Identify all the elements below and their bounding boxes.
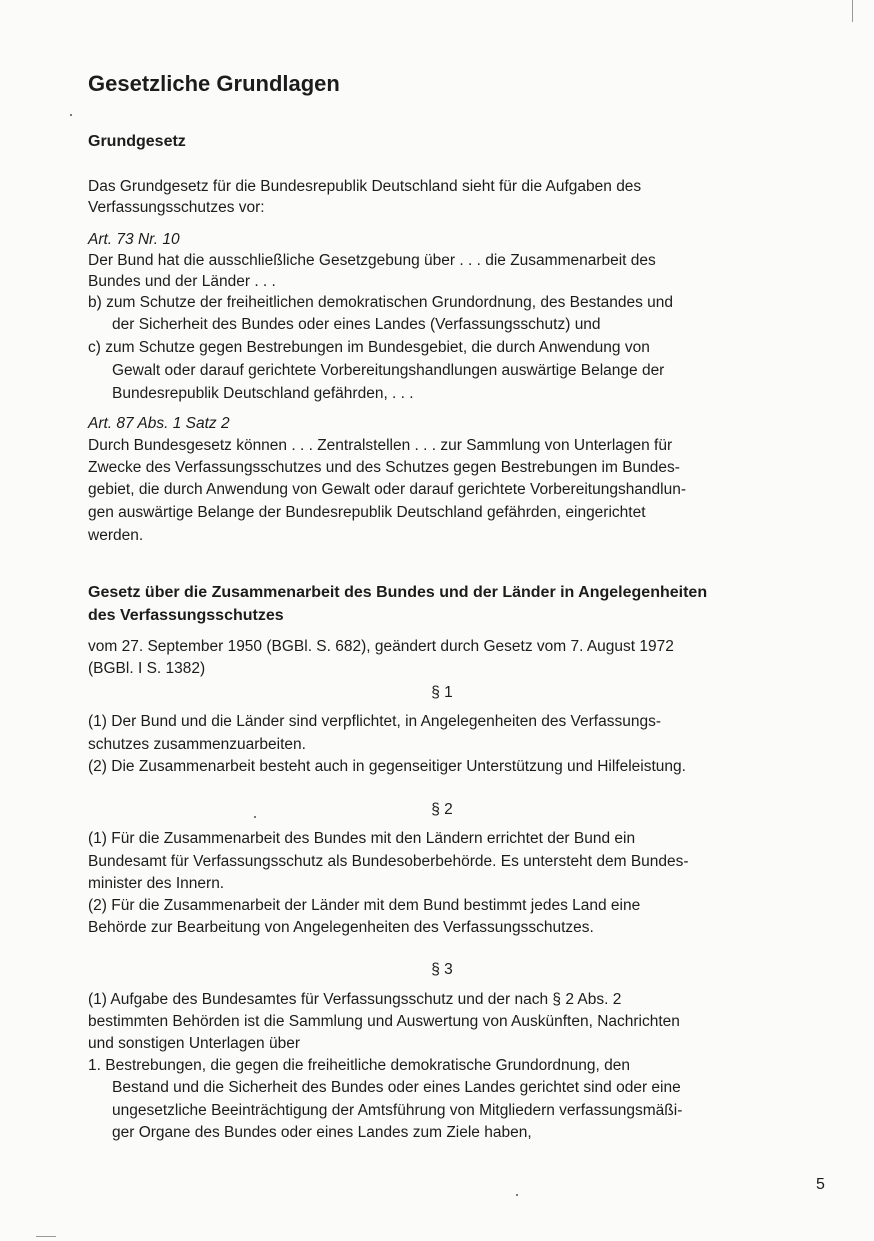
- paragraph-text-line: schutzes zusammenzuarbeiten.: [88, 736, 306, 753]
- article-text-line: gen auswärtige Belange der Bundesrepublik Deutschland gefährden, eingerichtet: [88, 504, 646, 521]
- page-number: 5: [816, 1176, 825, 1193]
- list-item-1-continuation: ungesetzliche Beeinträchtigung der Amtsführung von Mitgliedern verfassungsmäßi-: [112, 1102, 683, 1119]
- intro-line: Das Grundgesetz für die Bundesrepublik Deutschland sieht für die Aufgaben des: [88, 178, 642, 195]
- paragraph-number: § 3: [431, 961, 453, 978]
- paragraph-text-line: Behörde zur Bearbeitung von Angelegenheiten des Verfassungsschutzes.: [88, 919, 594, 936]
- article-reference: Art. 87 Abs. 1 Satz 2: [88, 415, 230, 432]
- list-item-1: 1. Bestrebungen, die gegen die freiheitliche demokratische Grundordnung, den: [88, 1057, 631, 1074]
- section-heading-gesetz: des Verfassungsschutzes: [88, 607, 284, 624]
- article-text-line: Zwecke des Verfassungsschutzes und des Schutzes gegen Bestrebungen im Bundes-: [88, 459, 680, 476]
- scan-speck: [516, 1194, 518, 1196]
- list-item-b: b) zum Schutze der freiheitlichen demokratischen Grundordnung, des Bestandes und: [88, 294, 674, 311]
- law-date-line: (BGBl. I S. 1382): [88, 660, 206, 677]
- scan-speck: [254, 816, 256, 818]
- list-item-c-continuation: Bundesrepublik Deutschland gefährden, . . .: [112, 385, 414, 402]
- paragraph-text-line: und sonstigen Unterlagen über: [88, 1035, 300, 1052]
- paragraph-text-line: bestimmten Behörden ist die Sammlung und Auswertung von Auskünften, Nachrichten: [88, 1013, 680, 1030]
- paragraph-text-line: Bundesamt für Verfassungsschutz als Bundesoberbehörde. Es untersteht dem Bundes-: [88, 853, 689, 870]
- scan-speck: [70, 114, 72, 116]
- page-title: Gesetzliche Grundlagen: [88, 71, 340, 96]
- paragraph-text-line: (2) Für die Zusammenarbeit der Länder mit dem Bund bestimmt jedes Land eine: [88, 897, 641, 914]
- scan-mark: [852, 0, 853, 22]
- list-item-1-continuation: ger Organe des Bundes oder eines Landes zum Ziele haben,: [112, 1124, 532, 1141]
- paragraph-text-line: minister des Innern.: [88, 875, 225, 892]
- article-text-line: Bundes und der Länder . . .: [88, 273, 276, 290]
- law-date-line: vom 27. September 1950 (BGBl. S. 682), geändert durch Gesetz vom 7. August 1972: [88, 638, 674, 655]
- article-text-line: gebiet, die durch Anwendung von Gewalt oder darauf gerichtete Vorbereitungshandlun-: [88, 481, 687, 498]
- list-item-b-continuation: der Sicherheit des Bundes oder eines Landes (Verfassungsschutz) und: [112, 316, 601, 333]
- section-heading-gesetz: Gesetz über die Zusammenarbeit des Bundes und der Länder in Angelegenheiten: [88, 584, 708, 601]
- paragraph-text-line: (1) Aufgabe des Bundesamtes für Verfassungsschutz und der nach § 2 Abs. 2: [88, 991, 622, 1008]
- list-item-1-continuation: Bestand und die Sicherheit des Bundes oder eines Landes gerichtet sind oder eine: [112, 1079, 681, 1096]
- section-heading-grundgesetz: Grundgesetz: [88, 133, 186, 150]
- paragraph-text-line: (1) Für die Zusammenarbeit des Bundes mit den Ländern errichtet der Bund ein: [88, 830, 636, 847]
- article-reference: Art. 73 Nr. 10: [88, 231, 180, 248]
- paragraph-number: § 2: [431, 801, 453, 818]
- list-item-c-continuation: Gewalt oder darauf gerichtete Vorbereitungshandlungen auswärtige Belange der: [112, 362, 665, 379]
- scan-mark: [36, 1236, 56, 1237]
- article-text-line: werden.: [88, 527, 144, 544]
- article-text-line: Der Bund hat die ausschließliche Gesetzgebung über . . . die Zusammenarbeit des: [88, 252, 656, 269]
- paragraph-text-line: (2) Die Zusammenarbeit besteht auch in gegenseitiger Unterstützung und Hilfeleistung.: [88, 758, 686, 775]
- article-text-line: Durch Bundesgesetz können . . . Zentralstellen . . . zur Sammlung von Unterlagen für: [88, 437, 673, 454]
- paragraph-text-line: (1) Der Bund und die Länder sind verpflichtet, in Angelegenheiten des Verfassungs-: [88, 713, 662, 730]
- list-item-c: c) zum Schutze gegen Bestrebungen im Bundesgebiet, die durch Anwendung von: [88, 339, 650, 356]
- intro-line: Verfassungsschutzes vor:: [88, 199, 265, 216]
- paragraph-number: § 1: [431, 684, 453, 701]
